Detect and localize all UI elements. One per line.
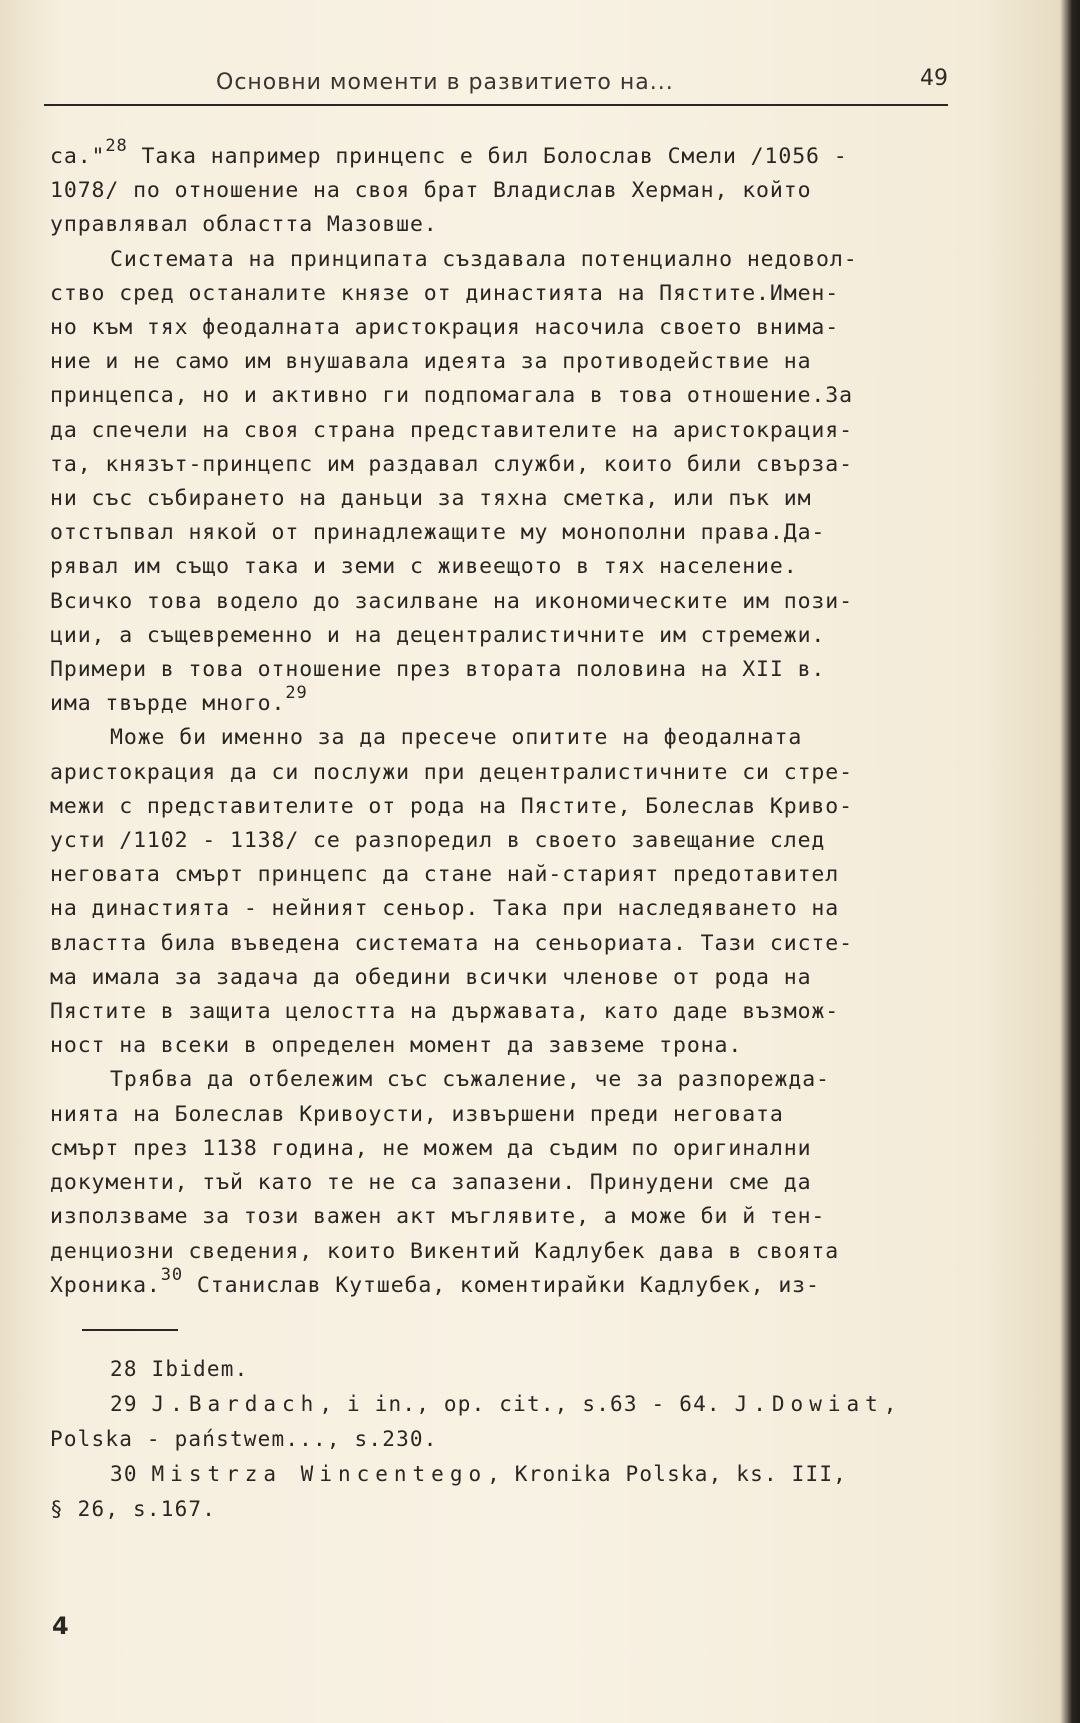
text-line: денциозни сведения, които Викентий Кадлубек дава в своята <box>50 1238 840 1264</box>
footnote-ref: 29 <box>285 683 308 704</box>
text-line: Пястите в защита целостта на държавата, като даде възмож- <box>50 999 840 1025</box>
text-line: управлявал областта Мазовше. <box>50 212 438 238</box>
text-line: Хроника.$^{30}$ Станислав Кутшеба, коментирайки Кадлубек, из- <box>50 1264 820 1298</box>
text-line: 1078/ по отношение на своя брат Владислав Херман, който <box>50 178 812 204</box>
paragraph-4 <box>50 1063 950 1302</box>
text-line: Трябва да отбележим със съжаление, че за разпорежда- <box>110 1067 830 1093</box>
signature-mark: 4 <box>52 1612 69 1640</box>
text-line: отстъпвал някой от принадлежащите му монополни права.Да- <box>50 520 826 546</box>
footnote-29-continuation: Polska - państwem..., s.230. <box>50 1427 438 1451</box>
text-line: да спечели на своя страна представителите на аристокрация- <box>50 417 853 443</box>
page-header <box>44 64 948 106</box>
text-line: ции, а същевременно и на децентралистичните им стремежи. <box>50 622 826 648</box>
text-line: неговата смърт принцепс да стане най-старият предотавител <box>50 862 840 888</box>
text-line: ни със събирането на даньци за тяхна сметка, или пък им <box>50 486 812 512</box>
body-text <box>50 136 950 1303</box>
text-line: ние и не само им внушавала идеята за противодействие на <box>50 349 812 375</box>
text-line: ство сред останалите князе от династията на Пястите.Имен- <box>50 280 840 306</box>
footnote-30: 30 Mistrza Wincentego, Kronika Polska, ks. III, <box>110 1462 848 1486</box>
text-line: има твърде много.$^{29}$ <box>50 683 308 717</box>
text-line: Примери в това отношение през втората половина на XII в. <box>50 657 826 683</box>
footnote-30-continuation: § 26, s.167. <box>50 1497 217 1521</box>
footnote-divider <box>82 1329 178 1331</box>
paragraph-1 <box>50 136 950 243</box>
text-line: ност на всеки в определен момент да завземе трона. <box>50 1033 743 1059</box>
footnote-28: 28 Ibidem. <box>110 1357 249 1381</box>
text-line: рявал им също така и земи с живеещото в тях население. <box>50 554 798 580</box>
paragraph-2 <box>50 243 950 722</box>
text-line: смърт през 1138 година, не можем да съдим по оригинални <box>50 1135 812 1161</box>
text-line: властта била въведена системата на сеньориата. Тази систе- <box>50 930 853 956</box>
text-line: Системата на принципата създавала потенциално недовол- <box>110 246 858 272</box>
page-number: 49 <box>920 66 948 91</box>
text-line: са."$^{28}$ Така например принцепс е бил Болослав Смели /1056 - <box>50 136 848 169</box>
text-line: ма имала за задача да обедини всички членове от рода на <box>50 964 812 990</box>
text-line: межи с представителите от рода на Пястите, Болеслав Криво- <box>50 793 853 819</box>
text-line: но към тях феодалната аристокрация насочила своето внима- <box>50 315 840 341</box>
footnote-ref: 28 <box>105 136 128 157</box>
text-line: усти /1102 - 1138/ се разпоредил в своето завещание след <box>50 828 826 854</box>
text-line: аристокрация да си послужи при децентралистичните си стре- <box>50 759 853 785</box>
text-line: документи, тъй като те не са запазени. Принудени сме да <box>50 1170 812 1196</box>
text-line: та, князът-принцепс им раздавал служби, които били свърза- <box>50 451 853 477</box>
text-line: Всичко това водело до засилване на икономическите им пози- <box>50 588 853 614</box>
paragraph-3 <box>50 721 950 1063</box>
text-line: принцепса, но и активно ги подпомагала в това отношение.За <box>50 383 853 409</box>
text-line: използваме за този важен акт мъглявите, а може би й тен- <box>50 1204 826 1230</box>
footnotes <box>50 1352 950 1527</box>
footnote-ref: 30 <box>160 1264 184 1285</box>
text-line: на династията - нейният сеньор. Така при наследяването на <box>50 896 840 922</box>
running-head: Основни моменти в развитието на... <box>216 70 674 95</box>
text-line: Може би именно за да пресече опитите на феодалната <box>110 725 803 751</box>
text-line: нията на Болеслав Кривоусти, извършени преди неговата <box>50 1101 784 1127</box>
footnote-29: 29 J.Bardach, i in., op. cit., s.63 - 64. J.Dowiat, <box>110 1392 898 1416</box>
